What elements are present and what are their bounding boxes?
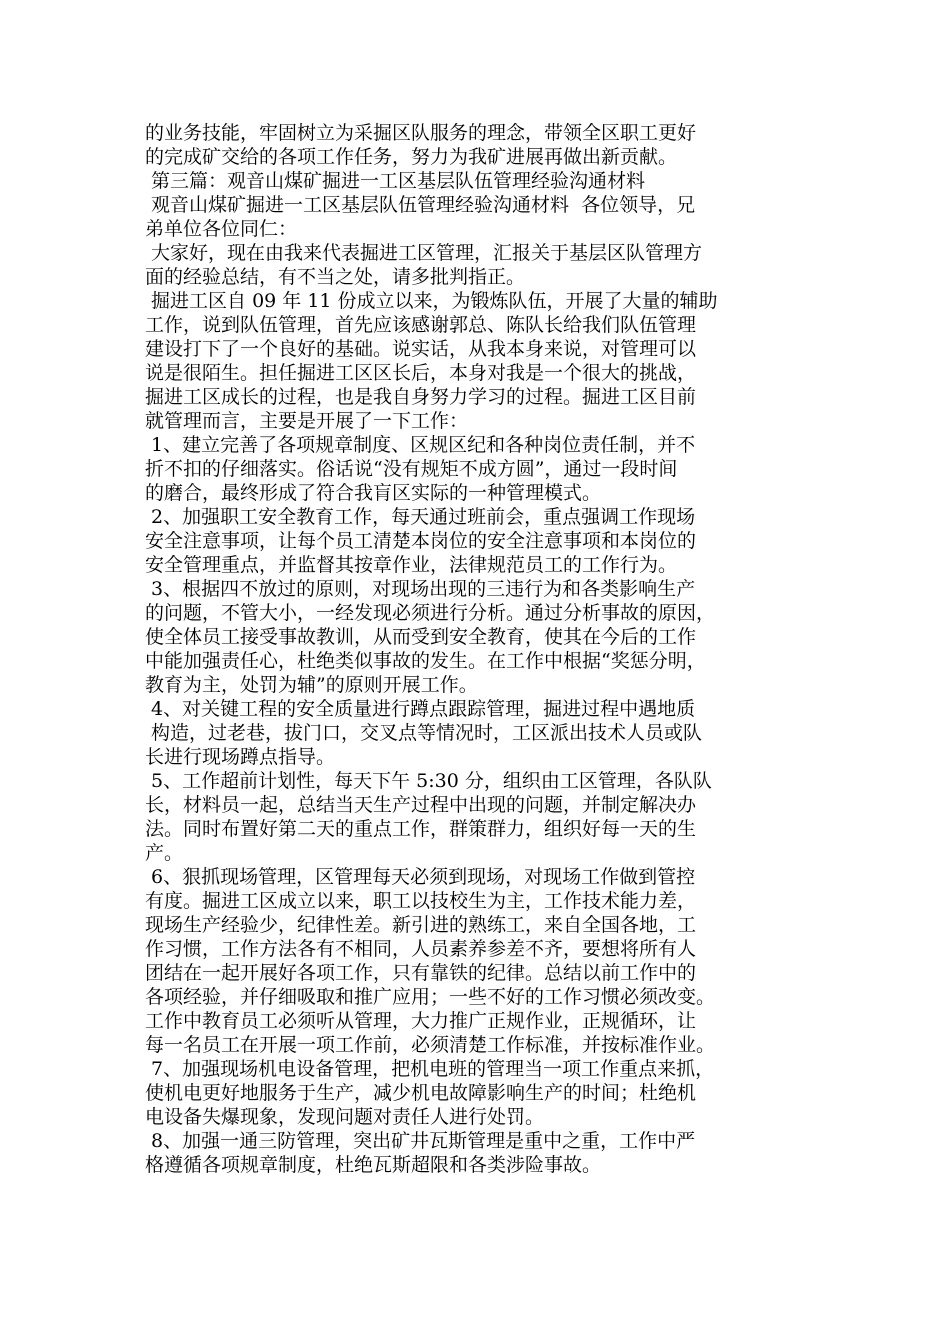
text-line: 安全管理重点，并监督其按章作业，法律规范员工的工作行为。 — [145, 554, 678, 576]
text-line: 格遵循各项规章制度，杜绝瓦斯超限和各类涉险事故。 — [145, 1154, 602, 1176]
text-line: 电设备失爆现象，发现问题对责任人进行处罚。 — [145, 1106, 545, 1128]
text-line: 使全体员工接受事故教训，从而受到安全教育，使其在今后的工作 — [145, 626, 697, 648]
text-line: 各项经验，并仔细吸取和推广应用；一些不好的工作习惯必须改变。 — [145, 986, 716, 1008]
text-line: 1、建立完善了各项规章制度、区规区纪和各种岗位责任制，并不 — [145, 434, 696, 456]
text-line: 工作中教育员工必须听从管理，大力推广正规作业，正规循环，让 — [145, 1010, 697, 1032]
text-line: 团结在一起开展好各项工作，只有靠铁的纪律。总结以前工作中的 — [145, 962, 697, 984]
text-line: 长，材料员一起，总结当天生产过程中出现的问题，并制定解决办 — [145, 794, 697, 816]
text-line: 的完成矿交给的各项工作任务，努力为我矿进展再做出新贡献。 — [145, 146, 678, 168]
text-line: 就管理而言，主要是开展了一下工作： — [145, 410, 469, 432]
text-line: 现场生产经验少，纪律性差。新引进的熟练工，来自全国各地，工 — [145, 914, 697, 936]
text-line: 每一名员工在开展一项工作前，必须清楚工作标准，并按标准作业。 — [145, 1034, 716, 1056]
text-line: 2、加强职工安全教育工作，每天通过班前会，重点强调工作现场 — [145, 506, 696, 528]
text-line: 的业务技能，牢固树立为采掘区队服务的理念，带领全区职工更好 — [145, 122, 697, 144]
text-line: 第三篇：观音山煤矿掘进一工区基层队伍管理经验沟通材料 — [145, 170, 646, 192]
text-line: 6、狠抓现场管理，区管理每天必须到现场，对现场工作做到管控 — [145, 866, 696, 888]
text-line: 构造，过老巷，拔门口，交叉点等情况时，工区派出技术人员或队 — [145, 722, 703, 744]
text-line: 有度。掘进工区成立以来，职工以技校生为主，工作技术能力差， — [145, 890, 697, 912]
text-line: 使机电更好地服务于生产，减少机电故障影响生产的时间；杜绝机 — [145, 1082, 697, 1104]
text-line: 掘进工区成长的过程，也是我自身努力学习的过程。掘进工区目前 — [145, 386, 697, 408]
text-line: 7、加强现场机电设备管理，把机电班的管理当一项工作重点来抓， — [145, 1058, 715, 1080]
text-line: 8、加强一通三防管理，突出矿井瓦斯管理是重中之重，工作中严 — [145, 1130, 696, 1152]
text-line: 安全注意事项，让每个员工清楚本岗位的安全注意事项和本岗位的 — [145, 530, 697, 552]
text-line: 长进行现场蹲点指导。 — [145, 746, 336, 768]
text-line: 法。同时布置好第二天的重点工作，群策群力，组织好每一天的生 — [145, 818, 697, 840]
text-line: 产。 — [145, 842, 184, 864]
text-line: 掘进工区自 09 年 11 份成立以来，为锻炼队伍，开展了大量的辅助 — [145, 290, 718, 312]
text-line: 中能加强责任心，杜绝类似事故的发生。在工作中根据“奖惩分明， — [145, 650, 706, 672]
text-line: 工作，说到队伍管理，首先应该感谢郭总、陈队长给我们队伍管理 — [145, 314, 697, 336]
text-line: 大家好，现在由我来代表掘进工区管理，汇报关于基层区队管理方 — [145, 242, 703, 264]
text-line: 的问题，不管大小，一经发现必须进行分析。通过分析事故的原因， — [145, 602, 716, 624]
text-line: 的磨合，最终形成了符合我肓区实际的一种管理模式。 — [145, 482, 602, 504]
text-line: 3、根据四不放过的原则，对现场出现的三违行为和各类影响生产 — [145, 578, 696, 600]
text-line: 5、工作超前计划性，每天下午 5:30 分，组织由工区管理，各队队 — [145, 770, 712, 792]
text-line: 作习惯，工作方法各有不相同，人员素养参差不齐，要想将所有人 — [145, 938, 697, 960]
text-line: 折不扣的仔细落实。俗话说“没有规矩不成方圆”，通过一段时间 — [145, 458, 678, 480]
document-body — [145, 121, 815, 1177]
text-line: 弟单位各位同仁： — [145, 218, 298, 240]
text-line: 说是很陌生。担任掘进工区区长后，本身对我是一个很大的挑战， — [145, 362, 697, 384]
text-line: 建设打下了一个良好的基础。说实话，从我本身来说，对管理可以 — [145, 338, 697, 360]
text-line: 教育为主，处罚为辅”的原则开展工作。 — [145, 674, 478, 696]
text-line: 4、对关键工程的安全质量进行蹲点跟踪管理，掘进过程中遇地质 — [145, 698, 696, 720]
text-line: 观音山煤矿掘进一工区基层队伍管理经验沟通材料 各位领导，兄 — [145, 194, 696, 216]
text-line: 面的经验总结，有不当之处，请多批判指正。 — [145, 266, 526, 288]
